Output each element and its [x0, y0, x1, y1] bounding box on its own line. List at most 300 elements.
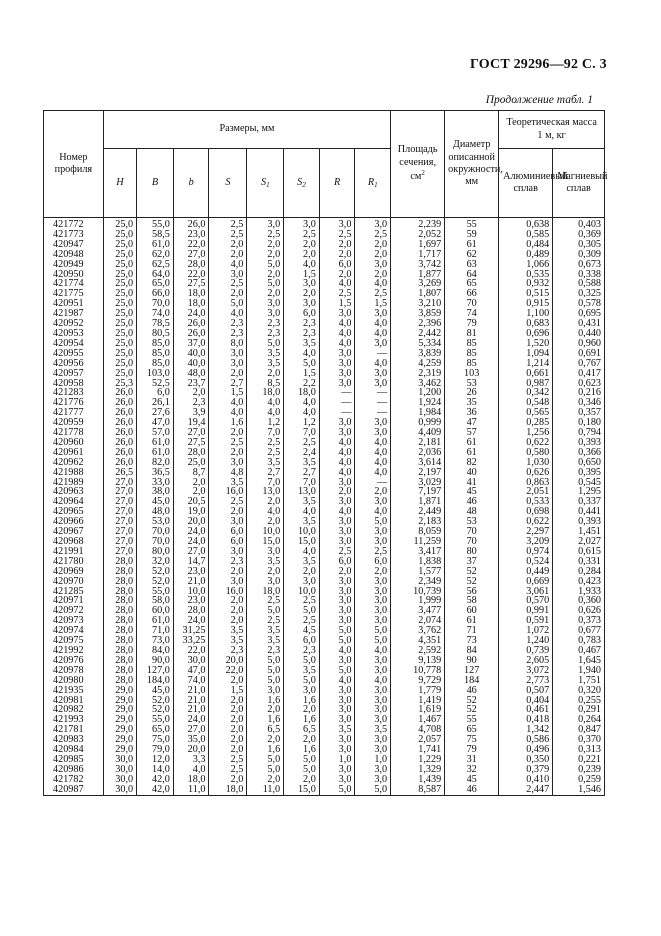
cell-mass-magnesium: 0,255 [553, 696, 605, 706]
cell-mass-aluminum: 0,661 [499, 369, 553, 379]
cell-B: 66,0 [137, 289, 174, 299]
cell-R1: 3,0 [355, 527, 391, 537]
cell-S: 2,0 [209, 428, 247, 438]
cell-area: 1,467 [391, 715, 445, 725]
cell-S2: 3,0 [284, 218, 320, 230]
cell-area: 2,239 [391, 218, 445, 230]
cell-profile-number: 420955 [44, 349, 104, 359]
cell-B: 80,5 [137, 329, 174, 339]
cell-profile-number: 420984 [44, 745, 104, 755]
cell-profile-number: 420957 [44, 369, 104, 379]
cell-S: 20,0 [209, 656, 247, 666]
cell-area: 3,210 [391, 299, 445, 309]
header-dimensions: Размеры, мм [103, 111, 390, 149]
cell-H: 29,0 [103, 696, 136, 706]
cell-S2: 3,5 [284, 517, 320, 527]
cell-mass-aluminum: 1,240 [499, 636, 553, 646]
cell-area: 7,197 [391, 487, 445, 497]
cell-diameter: 47 [445, 418, 499, 428]
cell-S1: 2,0 [247, 497, 284, 507]
header-mass: Теоретическая масса 1 м, кг [499, 111, 605, 149]
cell-mass-magnesium: 0,313 [553, 745, 605, 755]
cell-profile-number: 420975 [44, 636, 104, 646]
cell-R1: 3,0 [355, 379, 391, 389]
cell-diameter: 84 [445, 646, 499, 656]
cell-area: 2,074 [391, 616, 445, 626]
cell-area: 1,229 [391, 755, 445, 765]
cell-R: 3,0 [319, 349, 355, 359]
cell-mass-aluminum: 0,449 [499, 567, 553, 577]
cell-S1: 3,5 [247, 359, 284, 369]
cell-S1: 6,5 [247, 725, 284, 735]
cell-mass-aluminum: 0,410 [499, 775, 553, 785]
cell-H: 25,3 [103, 379, 136, 389]
cell-R1: 3,0 [355, 735, 391, 745]
cell-S: 2,0 [209, 745, 247, 755]
cell-R: 1,0 [319, 755, 355, 765]
cell-area: 8,587 [391, 785, 445, 795]
cell-b: 27,5 [173, 279, 209, 289]
cell-R: 3,0 [319, 606, 355, 616]
cell-H: 26,0 [103, 458, 136, 468]
cell-area: 2,183 [391, 517, 445, 527]
cell-S1: 3,5 [247, 458, 284, 468]
cell-R: 4,0 [319, 468, 355, 478]
cell-b: 18,0 [173, 299, 209, 309]
cell-B: 61,0 [137, 240, 174, 250]
cell-area: 10,739 [391, 587, 445, 597]
cell-R: — [319, 388, 355, 398]
cell-area: 3,762 [391, 626, 445, 636]
cell-S1: 5,0 [247, 666, 284, 676]
cell-profile-number: 420969 [44, 567, 104, 577]
cell-area: 5,334 [391, 339, 445, 349]
cell-B: 80,0 [137, 547, 174, 557]
cell-R1: 2,0 [355, 487, 391, 497]
cell-H: 27,0 [103, 478, 136, 488]
cell-b: 26,0 [173, 319, 209, 329]
cell-mass-magnesium: 0,239 [553, 765, 605, 775]
cell-b: 21,0 [173, 696, 209, 706]
cell-b: 48,0 [173, 369, 209, 379]
header-S1 [247, 149, 284, 218]
cell-S: 2,5 [209, 765, 247, 775]
cell-profile-number: 420948 [44, 250, 104, 260]
cell-diameter: 55 [445, 715, 499, 725]
cell-mass-aluminum: 0,591 [499, 616, 553, 626]
cell-R: 3,0 [319, 715, 355, 725]
cell-S: 3,0 [209, 359, 247, 369]
cell-R: 5,0 [319, 636, 355, 646]
cell-B: 45,0 [137, 497, 174, 507]
cell-area: 3,029 [391, 478, 445, 488]
cell-H: 25,0 [103, 250, 136, 260]
cell-R: — [319, 408, 355, 418]
cell-H: 25,0 [103, 240, 136, 250]
cell-mass-magnesium: 0,393 [553, 438, 605, 448]
cell-area: 3,477 [391, 606, 445, 616]
cell-diameter: 60 [445, 606, 499, 616]
cell-b: 23,0 [173, 567, 209, 577]
cell-b: 20,5 [173, 497, 209, 507]
cell-b: 25,0 [173, 458, 209, 468]
cell-mass-magnesium: 0,403 [553, 218, 605, 230]
cell-profile-number: 421285 [44, 587, 104, 597]
cell-R1: 2,0 [355, 270, 391, 280]
cell-R: 4,0 [319, 339, 355, 349]
cell-R: 4,0 [319, 279, 355, 289]
cell-diameter: 71 [445, 626, 499, 636]
table-continuation-label: Продолжение табл. 1 [485, 94, 593, 106]
cell-b: 20,0 [173, 745, 209, 755]
cell-R1: 2,5 [355, 547, 391, 557]
cell-b: 35,0 [173, 735, 209, 745]
cell-b: 4,0 [173, 765, 209, 775]
cell-b: 18,0 [173, 775, 209, 785]
cell-mass-aluminum: 0,669 [499, 577, 553, 587]
cell-profile-number: 420970 [44, 577, 104, 587]
cell-B: 61,0 [137, 438, 174, 448]
cell-R1: 3,0 [355, 765, 391, 775]
cell-b: 26,0 [173, 329, 209, 339]
cell-S2: 7,0 [284, 478, 320, 488]
cell-S2: 2,0 [284, 705, 320, 715]
header-b: b [173, 149, 209, 218]
cell-b: 31,25 [173, 626, 209, 636]
cell-S: 2,0 [209, 250, 247, 260]
cell-mass-aluminum: 0,548 [499, 398, 553, 408]
cell-mass-magnesium: 0,325 [553, 289, 605, 299]
cell-S2: 13,0 [284, 487, 320, 497]
cell-S: 3,0 [209, 270, 247, 280]
cell-S2: 6,5 [284, 725, 320, 735]
cell-S: 2,5 [209, 279, 247, 289]
cell-area: 2,319 [391, 369, 445, 379]
cell-mass-magnesium: 1,295 [553, 487, 605, 497]
cell-R1: 5,0 [355, 517, 391, 527]
cell-mass-aluminum: 0,515 [499, 289, 553, 299]
cell-profile-number: 420985 [44, 755, 104, 765]
cell-S2: 2,5 [284, 230, 320, 240]
cell-area: 1,877 [391, 270, 445, 280]
cell-mass-magnesium: 0,305 [553, 240, 605, 250]
cell-profile-number: 421776 [44, 398, 104, 408]
cell-B: 14,0 [137, 765, 174, 775]
cell-b: 21,0 [173, 577, 209, 587]
cell-b: 27,0 [173, 250, 209, 260]
cell-R1: — [355, 398, 391, 408]
cell-S: 22,0 [209, 666, 247, 676]
profiles-table [43, 110, 608, 796]
cell-R: 3,0 [319, 577, 355, 587]
cell-S1: 3,5 [247, 557, 284, 567]
cell-R: 2,5 [319, 547, 355, 557]
cell-mass-magnesium: 0,337 [553, 497, 605, 507]
cell-S: 2,5 [209, 438, 247, 448]
cell-mass-magnesium: 1,645 [553, 656, 605, 666]
cell-S1: 2,0 [247, 775, 284, 785]
cell-diameter: 52 [445, 696, 499, 706]
cell-R: 3,0 [319, 218, 355, 230]
cell-S: 2,3 [209, 329, 247, 339]
cell-area: 1,697 [391, 240, 445, 250]
cell-B: 55,0 [137, 715, 174, 725]
cell-S: 4,0 [209, 408, 247, 418]
cell-mass-magnesium: 1,933 [553, 587, 605, 597]
cell-b: 21,0 [173, 686, 209, 696]
cell-b: 23,0 [173, 596, 209, 606]
cell-mass-aluminum: 0,524 [499, 557, 553, 567]
cell-mass-aluminum: 2,773 [499, 676, 553, 686]
cell-S2: 4,0 [284, 349, 320, 359]
cell-S1: 5,0 [247, 765, 284, 775]
cell-diameter: 32 [445, 765, 499, 775]
cell-area: 1,717 [391, 250, 445, 260]
cell-S2: 5,0 [284, 606, 320, 616]
cell-R1: 3,0 [355, 715, 391, 725]
cell-mass-magnesium: 0,441 [553, 507, 605, 517]
cell-area: 10,778 [391, 666, 445, 676]
cell-mass-aluminum: 3,072 [499, 666, 553, 676]
cell-area: 1,838 [391, 557, 445, 567]
cell-H: 25,0 [103, 279, 136, 289]
cell-S1: 1,6 [247, 715, 284, 725]
cell-B: 60,0 [137, 606, 174, 616]
cell-b: 47,0 [173, 666, 209, 676]
cell-profile-number: 420973 [44, 616, 104, 626]
cell-profile-number: 420978 [44, 666, 104, 676]
cell-R: 4,0 [319, 458, 355, 468]
cell-mass-magnesium: 0,320 [553, 686, 605, 696]
cell-area: 1,924 [391, 398, 445, 408]
cell-R: 3,0 [319, 418, 355, 428]
cell-H: 27,0 [103, 487, 136, 497]
header-R: R [319, 149, 355, 218]
cell-S: 1,6 [209, 418, 247, 428]
cell-b: 40,0 [173, 349, 209, 359]
cell-R1: 3,0 [355, 596, 391, 606]
cell-mass-magnesium: 0,360 [553, 596, 605, 606]
cell-R1: 4,0 [355, 329, 391, 339]
cell-mass-magnesium: 0,626 [553, 606, 605, 616]
cell-profile-number: 420962 [44, 458, 104, 468]
cell-H: 28,0 [103, 636, 136, 646]
cell-mass-magnesium: 0,331 [553, 557, 605, 567]
cell-mass-aluminum: 0,585 [499, 230, 553, 240]
cell-S2: 5,0 [284, 656, 320, 666]
cell-H: 27,0 [103, 517, 136, 527]
cell-S1: 2,3 [247, 329, 284, 339]
cell-H: 25,0 [103, 289, 136, 299]
cell-S1: 1,2 [247, 418, 284, 428]
cell-mass-magnesium: 0,767 [553, 359, 605, 369]
cell-B: 48,0 [137, 507, 174, 517]
cell-H: 30,0 [103, 775, 136, 785]
cell-B: 45,0 [137, 686, 174, 696]
cell-mass-magnesium: 0,794 [553, 428, 605, 438]
cell-b: 30,0 [173, 656, 209, 666]
cell-B: 33,0 [137, 478, 174, 488]
cell-B: 61,0 [137, 448, 174, 458]
cell-b: 2,0 [173, 478, 209, 488]
cell-mass-aluminum: 0,507 [499, 686, 553, 696]
cell-profile-number: 420953 [44, 329, 104, 339]
cell-R1: 1,0 [355, 755, 391, 765]
cell-S1: 2,0 [247, 270, 284, 280]
cell-S: 2,0 [209, 507, 247, 517]
cell-profile-number: 420960 [44, 438, 104, 448]
cell-S2: 1,6 [284, 696, 320, 706]
cell-S2: 4,0 [284, 507, 320, 517]
cell-diameter: 64 [445, 270, 499, 280]
cell-R: 5,0 [319, 785, 355, 795]
cell-S2: 1,5 [284, 369, 320, 379]
cell-profile-number: 421772 [44, 218, 104, 230]
cell-S1: 2,0 [247, 517, 284, 527]
cell-B: 58,5 [137, 230, 174, 240]
cell-S: 2,0 [209, 725, 247, 735]
cell-R1: 4,0 [355, 468, 391, 478]
cell-R1: 3,5 [355, 725, 391, 735]
cell-area: 1,807 [391, 289, 445, 299]
cell-S1: 7,0 [247, 428, 284, 438]
cell-profile-number: 421991 [44, 547, 104, 557]
cell-diameter: 52 [445, 577, 499, 587]
cell-S1: 2,0 [247, 369, 284, 379]
cell-b: 14,7 [173, 557, 209, 567]
cell-R1: 3,0 [355, 369, 391, 379]
cell-profile-number: 420974 [44, 626, 104, 636]
cell-S2: 2,5 [284, 616, 320, 626]
cell-area: 9,139 [391, 656, 445, 666]
cell-H: 26,0 [103, 408, 136, 418]
cell-mass-magnesium: 0,650 [553, 458, 605, 468]
cell-R1: 3,0 [355, 696, 391, 706]
cell-b: 11,0 [173, 785, 209, 795]
cell-B: 64,0 [137, 270, 174, 280]
cell-S2: 2,0 [284, 567, 320, 577]
cell-profile-number: 420952 [44, 319, 104, 329]
cell-mass-magnesium: 0,264 [553, 715, 605, 725]
cell-diameter: 62 [445, 250, 499, 260]
cell-mass-aluminum: 2,605 [499, 656, 553, 666]
cell-diameter: 31 [445, 755, 499, 765]
cell-diameter: 127 [445, 666, 499, 676]
cell-H: 25,0 [103, 270, 136, 280]
cell-b: 24,0 [173, 537, 209, 547]
cell-H: 28,0 [103, 656, 136, 666]
cell-S: 2,3 [209, 646, 247, 656]
cell-mass-aluminum: 1,214 [499, 359, 553, 369]
cell-mass-aluminum: 1,030 [499, 458, 553, 468]
cell-b: 27,0 [173, 547, 209, 557]
cell-mass-magnesium: 0,393 [553, 517, 605, 527]
cell-profile-number: 420954 [44, 339, 104, 349]
cell-S2: 5,0 [284, 676, 320, 686]
cell-S: 2,0 [209, 616, 247, 626]
cell-R1: 3,0 [355, 218, 391, 230]
cell-R1: 3,0 [355, 497, 391, 507]
cell-H: 25,0 [103, 309, 136, 319]
cell-R: 2,5 [319, 230, 355, 240]
cell-R1: 4,0 [355, 507, 391, 517]
cell-diameter: 70 [445, 527, 499, 537]
cell-area: 1,200 [391, 388, 445, 398]
cell-mass-magnesium: 2,027 [553, 537, 605, 547]
cell-profile-number: 420965 [44, 507, 104, 517]
cell-mass-aluminum: 0,580 [499, 448, 553, 458]
cell-profile-number: 421992 [44, 646, 104, 656]
cell-diameter: 63 [445, 260, 499, 270]
cell-b: 28,0 [173, 448, 209, 458]
cell-S2: 4,0 [284, 547, 320, 557]
cell-H: 30,0 [103, 755, 136, 765]
cell-S: 2,0 [209, 696, 247, 706]
cell-S: 4,8 [209, 468, 247, 478]
cell-H: 26,0 [103, 428, 136, 438]
header-area-text: Площадь сечения, [397, 144, 438, 168]
cell-R: 3,0 [319, 696, 355, 706]
cell-diameter: 70 [445, 537, 499, 547]
cell-b: 26,0 [173, 218, 209, 230]
cell-H: 30,0 [103, 765, 136, 775]
cell-profile-number: 420981 [44, 696, 104, 706]
cell-mass-aluminum: 0,683 [499, 319, 553, 329]
cell-diameter: 70 [445, 299, 499, 309]
cell-b: 23,0 [173, 230, 209, 240]
cell-R1: 3,0 [355, 775, 391, 785]
cell-R: 3,5 [319, 725, 355, 735]
cell-diameter: 41 [445, 478, 499, 488]
cell-B: 42,0 [137, 775, 174, 785]
cell-B: 52,0 [137, 567, 174, 577]
cell-S2: 1,6 [284, 745, 320, 755]
cell-R: 2,5 [319, 289, 355, 299]
cell-S1: 5,0 [247, 656, 284, 666]
cell-mass-aluminum: 0,350 [499, 755, 553, 765]
cell-R: 3,0 [319, 478, 355, 488]
cell-R: 3,0 [319, 596, 355, 606]
cell-R: 6,0 [319, 260, 355, 270]
cell-B: 103,0 [137, 369, 174, 379]
cell-mass-aluminum: 0,342 [499, 388, 553, 398]
cell-R1: 5,0 [355, 785, 391, 795]
cell-mass-aluminum: 0,987 [499, 379, 553, 389]
cell-B: 62,5 [137, 260, 174, 270]
cell-S: 16,0 [209, 587, 247, 597]
cell-S2: 2,3 [284, 319, 320, 329]
cell-area: 3,742 [391, 260, 445, 270]
cell-area: 11,259 [391, 537, 445, 547]
cell-area: 3,839 [391, 349, 445, 359]
cell-mass-aluminum: 0,461 [499, 705, 553, 715]
cell-B: 38,0 [137, 487, 174, 497]
cell-H: 30,0 [103, 785, 136, 795]
cell-profile-number: 421781 [44, 725, 104, 735]
cell-B: 36,5 [137, 468, 174, 478]
header-aluminum: Алюминиевый сплав [499, 149, 553, 218]
cell-B: 73,0 [137, 636, 174, 646]
cell-B: 26,1 [137, 398, 174, 408]
cell-S1: 1,6 [247, 745, 284, 755]
cell-area: 2,449 [391, 507, 445, 517]
cell-S1: 4,0 [247, 408, 284, 418]
cell-R: 3,0 [319, 656, 355, 666]
cell-S2: 2,5 [284, 438, 320, 448]
header-R1 [355, 149, 391, 218]
cell-b: 22,0 [173, 270, 209, 280]
cell-profile-number: 420968 [44, 537, 104, 547]
